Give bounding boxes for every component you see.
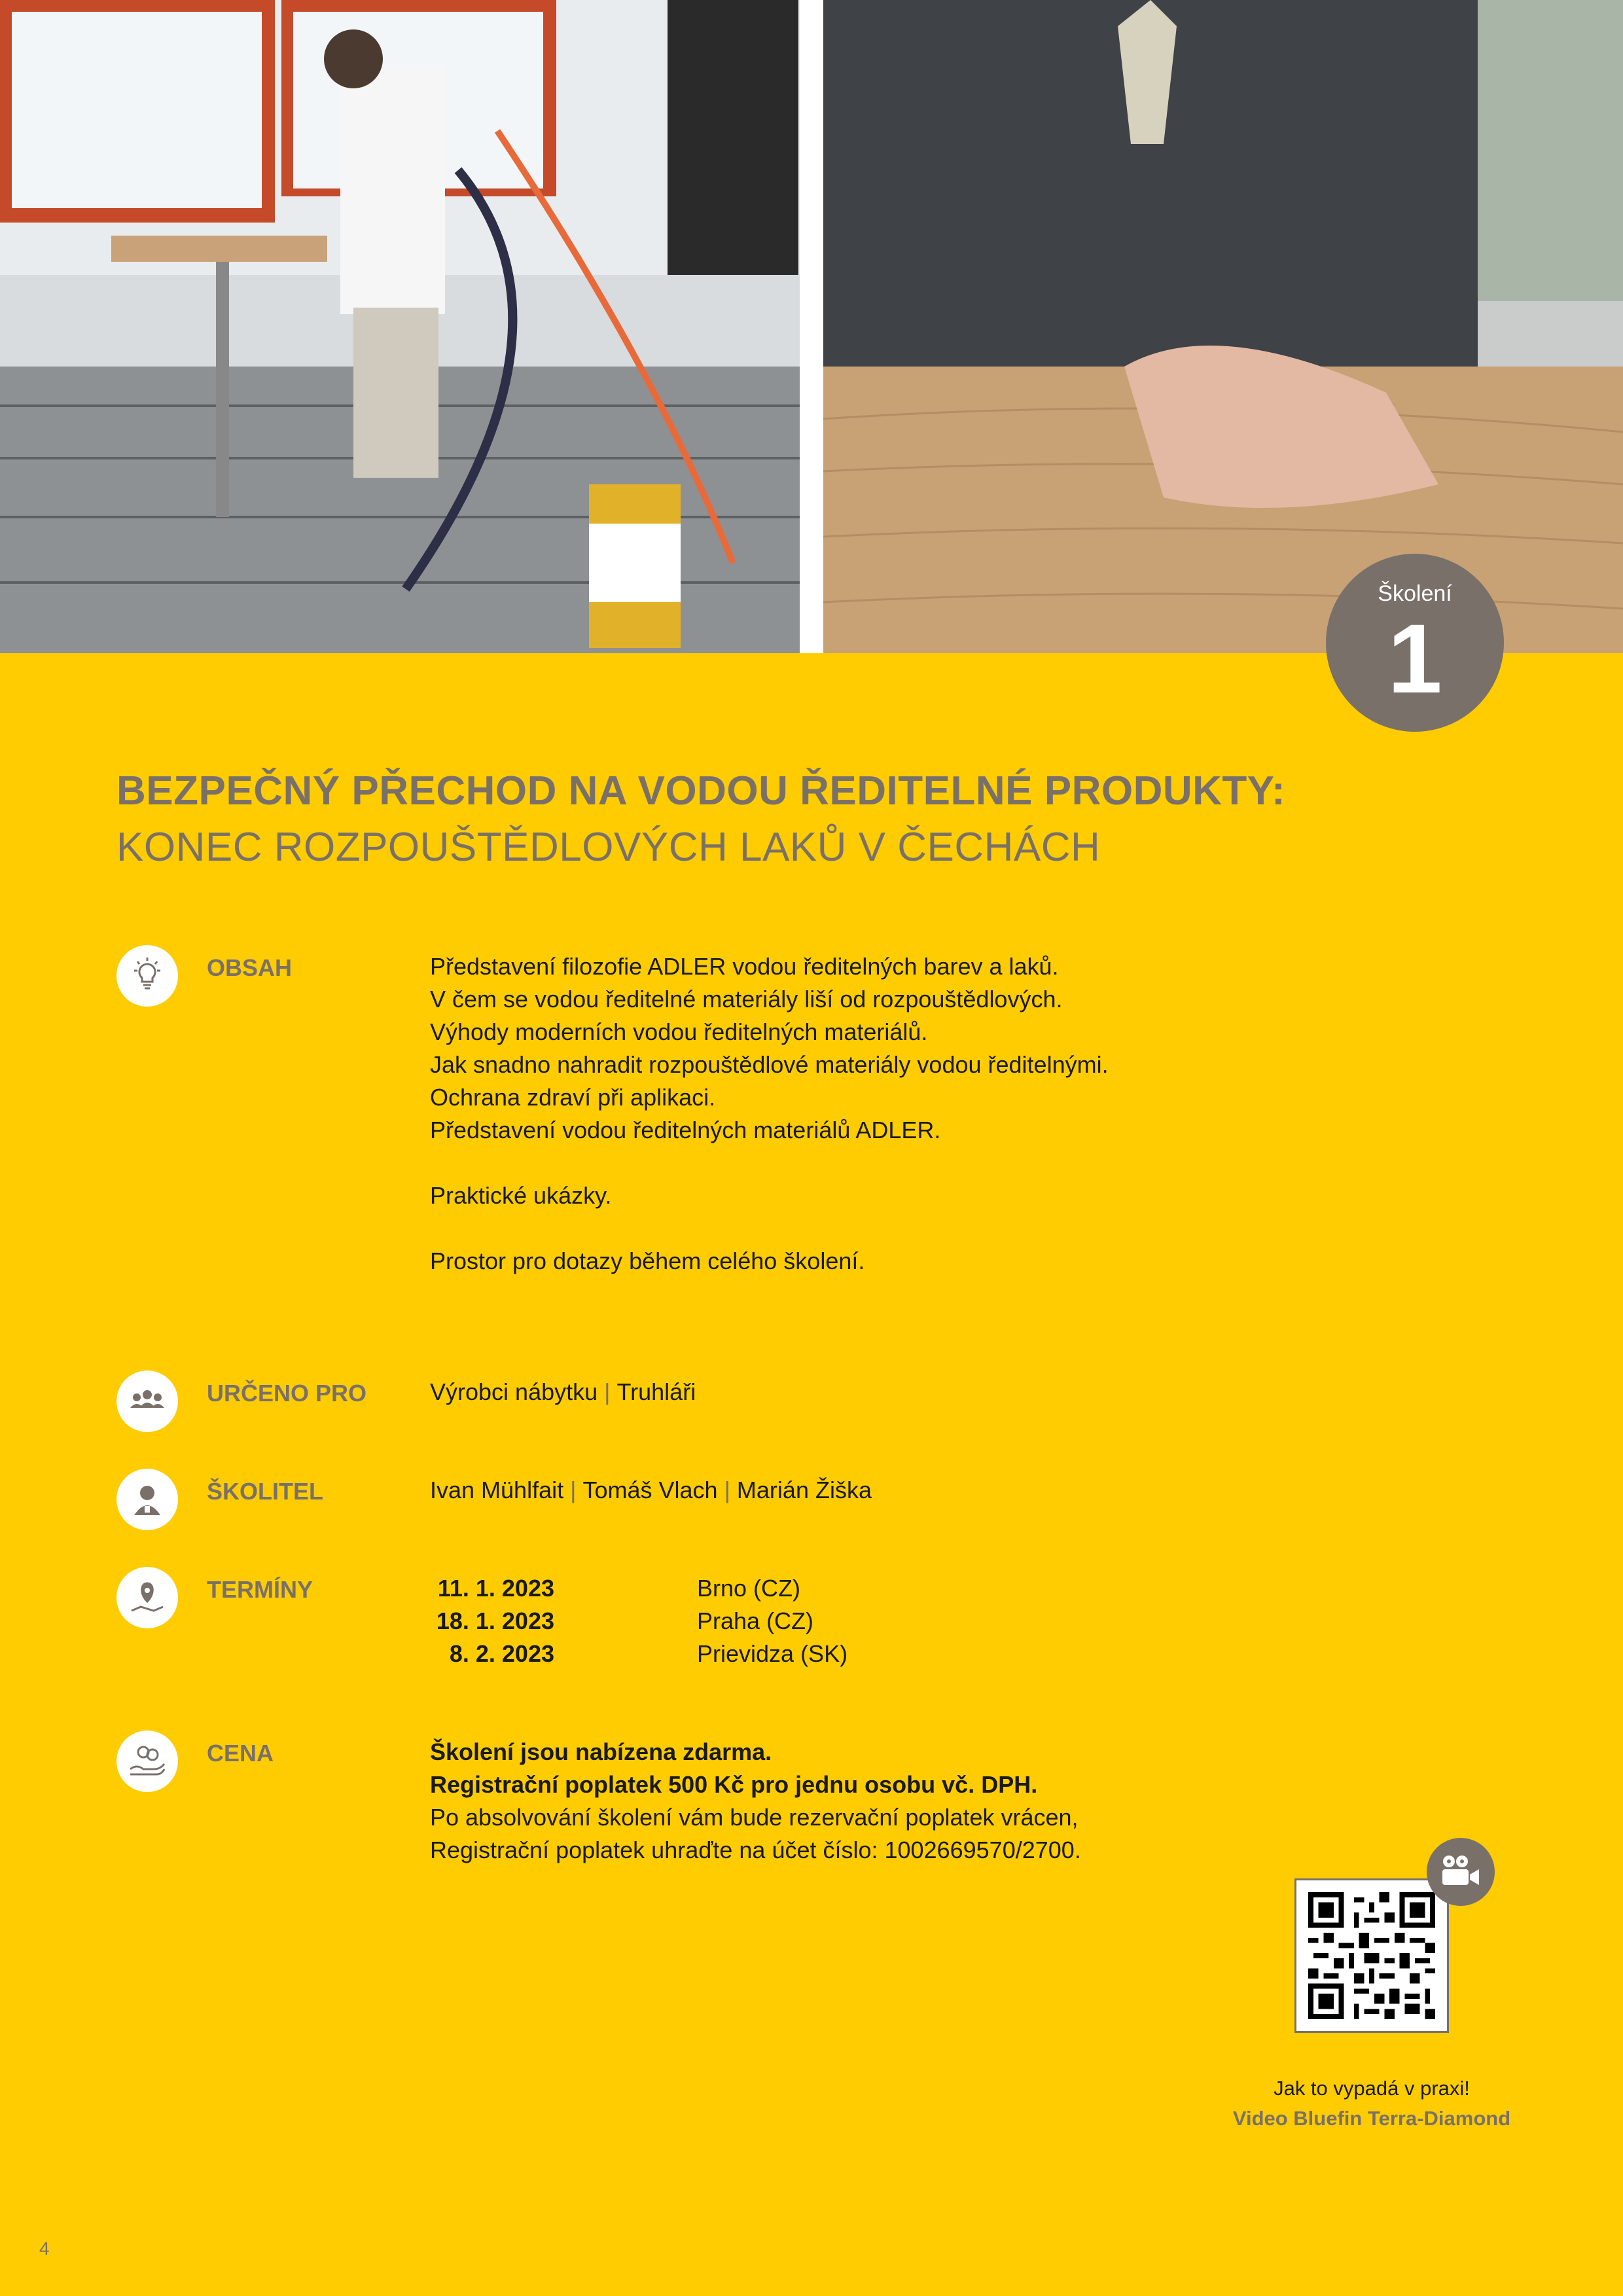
price-refund: Po absolvování školení vám bude rezervační poplatek vrácen, (430, 1804, 1079, 1831)
audience-item: Truhláři (616, 1378, 696, 1405)
hand-on-wood-table-photo (823, 0, 1623, 653)
price-fee: Registrační poplatek 500 Kč pro jednu osobu vč. DPH. (430, 1771, 1038, 1798)
headline (116, 767, 1491, 872)
obsah-line: Ochrana zdraví při aplikaci. (430, 1084, 716, 1111)
obsah-line: Výhody moderních vodou ředitelných materiálů. (430, 1018, 928, 1045)
terminy-body (430, 1572, 1019, 1670)
term-date: 18. 1. 2023 (436, 1607, 554, 1634)
trainer-name: Ivan Mühlfait (430, 1477, 564, 1503)
headline-subtitle: KONEC ROZPOUŠTĚDLOVÝCH LAKŮ V ČECHÁCH (116, 825, 1101, 870)
term-row (430, 1572, 1019, 1605)
cena-body (430, 1736, 1081, 1867)
separator: | (604, 1378, 611, 1405)
obsah-questions: Prostor pro dotazy během celého školení. (430, 1247, 865, 1274)
obsah-line: V čem se vodou ředitelné materiály liší od rozpouštědlových. (430, 986, 1063, 1013)
obsah-line: Jak snadno nahradit rozpouštědlové materiály vodou ředitelnými. (430, 1051, 1109, 1078)
separator: | (724, 1477, 730, 1503)
term-city: Brno (CZ) (697, 1575, 801, 1602)
term-row (430, 1605, 1019, 1638)
qr-code[interactable] (1294, 1878, 1449, 2033)
spray-booth-photo (0, 0, 800, 653)
skolitel-body (430, 1474, 872, 1507)
obsah-line: Představení filozofie ADLER vodou ředitelných barev a laků. (430, 953, 1059, 980)
cena-label: CENA (207, 1740, 274, 1767)
video-camera-icon[interactable] (1427, 1838, 1495, 1906)
urceno-body (430, 1376, 696, 1408)
term-date: 11. 1. 2023 (437, 1575, 554, 1602)
trainer-icon (116, 1469, 178, 1530)
audience-item: Výrobci nábytku (430, 1378, 598, 1405)
price-free: Školení jsou nabízena zdarma. (430, 1738, 772, 1765)
terminy-label: TERMÍNY (207, 1576, 313, 1603)
group-icon (116, 1371, 178, 1432)
video-caption (1191, 2073, 1552, 2134)
term-row (430, 1638, 1019, 1670)
headline-title: BEZPEČNÝ PŘECHOD NA VODOU ŘEDITELNÉ PRODUKTY: (116, 768, 1286, 814)
obsah-line: Představení vodou ředitelných materiálů ADLER. (430, 1117, 941, 1143)
lightbulb-icon (116, 945, 178, 1007)
coins-hand-icon (116, 1731, 178, 1792)
map-pin-icon (116, 1567, 178, 1628)
badge-label: Školení (1378, 581, 1452, 606)
urceno-label: URČENO PRO (207, 1380, 367, 1407)
obsah-body (430, 950, 1109, 1278)
obsah-label: OBSAH (207, 954, 293, 981)
term-date: 8. 2. 2023 (449, 1640, 554, 1667)
page-number: 4 (39, 2238, 50, 2259)
separator: | (570, 1477, 577, 1503)
obsah-practice: Praktické ukázky. (430, 1182, 612, 1209)
term-city: Prievidza (SK) (697, 1640, 848, 1667)
term-city: Praha (CZ) (697, 1607, 814, 1634)
trainer-name: Marián Žiška (736, 1477, 872, 1503)
badge-number: 1 (1387, 603, 1442, 713)
price-account: Registrační poplatek uhraďte na účet číslo: 1002669570/2700. (430, 1837, 1081, 1863)
video-title: Video Bluefin Terra-Diamond (1232, 2107, 1511, 2130)
training-number-badge (1326, 554, 1504, 732)
skolitel-label: ŠKOLITEL (207, 1478, 323, 1505)
video-caption-line: Jak to vypadá v praxi! (1274, 2077, 1470, 2100)
photo-gap (800, 0, 823, 653)
trainer-name: Tomáš Vlach (582, 1477, 718, 1503)
